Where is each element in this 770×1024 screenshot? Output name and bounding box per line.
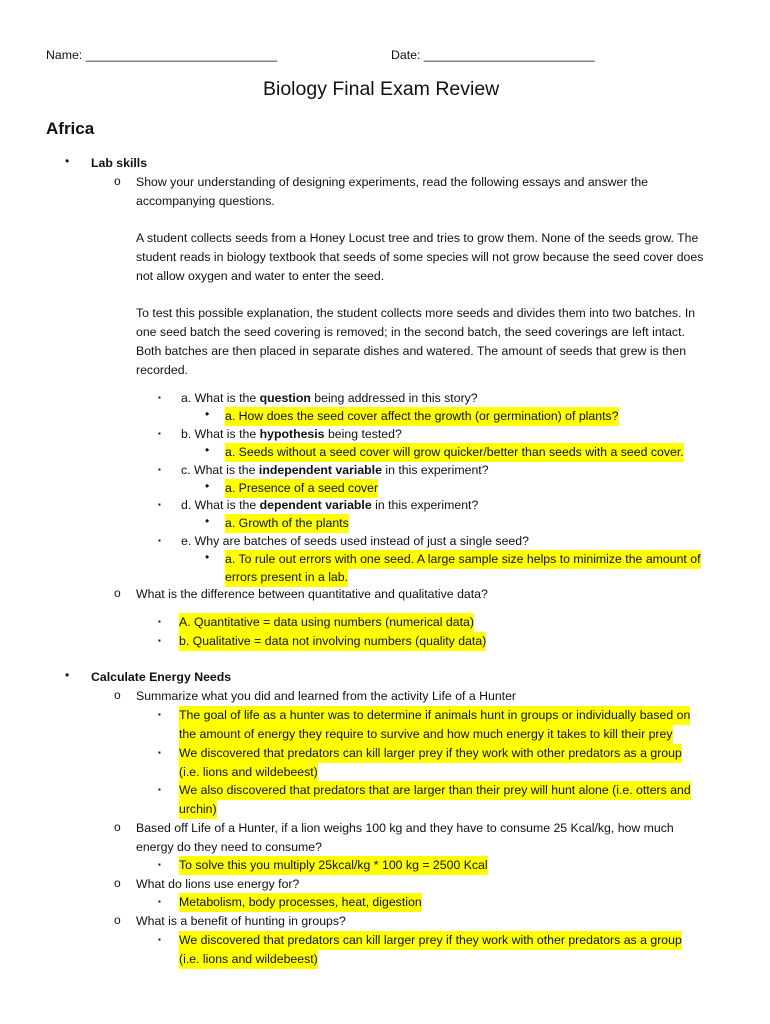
energy-answer-3-line: We also discovered that predators that are larger than their prey will hunt alone (i.e. otters and — [179, 781, 691, 800]
para1-line: A student collects seeds from a Honey Locust tree and tries to grow them. None of the seeds grow. The — [136, 231, 699, 245]
question-data-types: What is the difference between quantitative and qualitative data? — [136, 587, 488, 601]
lab-intro-line: Show your understanding of designing experiments, read the following essays and answer the — [136, 175, 648, 189]
page-title: Biology Final Exam Review — [263, 78, 500, 100]
bullet-circle-icon: o — [114, 876, 121, 890]
bullet-square-icon: ▪ — [158, 710, 161, 719]
para1-line: student reads in biology textbook that seeds of some species will not grow because the seed cover does — [136, 250, 704, 264]
lab-skills-heading: Lab skills — [91, 156, 148, 170]
lab-intro-line: accompanying questions. — [136, 194, 275, 208]
bullet-square-icon: ▪ — [158, 897, 161, 906]
section-heading: Africa — [46, 119, 95, 138]
energy-answer-calc: To solve this you multiply 25kcal/kg * 100 kg = 2500 Kcal — [179, 856, 488, 875]
bullet-dot-icon: • — [205, 550, 210, 564]
bullet-square-icon: ▪ — [158, 748, 161, 757]
bullet-dot-icon: • — [205, 443, 210, 457]
bullet-square-icon: ▪ — [158, 465, 161, 474]
answer-d: a. Growth of the plants — [225, 514, 349, 533]
energy-answer-1-line: the amount of energy they require to survive and how much energy it takes to kill their prey — [179, 725, 673, 744]
answer-c: a. Presence of a seed cover — [225, 479, 378, 498]
energy-answer-3: Metabolism, body processes, heat, digestion — [179, 893, 422, 912]
bullet-square-icon: ▪ — [158, 429, 161, 438]
bullet-dot-icon: • — [205, 479, 210, 493]
bullet-dot-icon: • — [65, 154, 70, 168]
energy-answer-1-line: The goal of life as a hunter was to determine if animals hunt in groups or individually based on — [179, 706, 690, 725]
bullet-dot-icon: • — [205, 407, 210, 421]
bullet-circle-icon: o — [114, 174, 121, 188]
bullet-circle-icon: o — [114, 688, 121, 702]
bullet-square-icon: ▪ — [158, 935, 161, 944]
bullet-square-icon: ▪ — [158, 785, 161, 794]
para1-line: not allow oxygen and water to enter the seed. — [136, 269, 385, 283]
bullet-circle-icon: o — [114, 586, 121, 600]
question-e: e. Why are batches of seeds used instead of just a single seed? — [181, 534, 529, 548]
bullet-square-icon: ▪ — [158, 617, 161, 626]
energy-question-2-line: energy do they need to consume? — [136, 840, 322, 854]
answer-qualitative: b. Qualitative = data not involving numbers (quality data) — [179, 632, 486, 651]
energy-answer-4-line: (i.e. lions and wildebeest) — [179, 950, 318, 969]
bullet-dot-icon: • — [205, 514, 210, 528]
question-a: a. What is the question being addressed in this story? — [181, 391, 478, 405]
bullet-square-icon: ▪ — [158, 536, 161, 545]
bullet-square-icon: ▪ — [158, 636, 161, 645]
bullet-square-icon: ▪ — [158, 393, 161, 402]
energy-answer-2-line: We discovered that predators can kill larger prey if they work with other predators as a group — [179, 744, 682, 763]
para2-line: recorded. — [136, 363, 188, 377]
answer-e-line: errors present in a lab. — [225, 568, 348, 587]
bullet-dot-icon: • — [65, 668, 70, 682]
energy-answer-2-line: (i.e. lions and wildebeest) — [179, 763, 318, 782]
energy-question-3: What do lions use energy for? — [136, 877, 300, 891]
energy-answer-4-line: We discovered that predators can kill larger prey if they work with other predators as a group — [179, 931, 682, 950]
bullet-square-icon: ▪ — [158, 860, 161, 869]
energy-question-2-line: Based off Life of a Hunter, if a lion weighs 100 kg and they have to consume 25 Kcal/kg, how much — [136, 821, 674, 835]
question-d: d. What is the dependent variable in this experiment? — [181, 498, 479, 512]
answer-quantitative: A. Quantitative = data using numbers (numerical data) — [179, 613, 474, 632]
answer-a: a. How does the seed cover affect the growth (or germination) of plants? — [225, 407, 619, 426]
energy-answer-3-line: urchin) — [179, 800, 217, 819]
name-field-label: Name: ____________________________ — [46, 48, 278, 62]
energy-heading: Calculate Energy Needs — [91, 670, 232, 684]
energy-question-4: What is a benefit of hunting in groups? — [136, 914, 346, 928]
bullet-circle-icon: o — [114, 820, 121, 834]
para2-line: To test this possible explanation, the student collects more seeds and divides them into two batches. In — [136, 306, 696, 320]
question-c: c. What is the independent variable in this experiment? — [181, 463, 489, 477]
para2-line: one seed batch the seed covering is removed; in the second batch, the seed coverings are left intact. — [136, 325, 685, 339]
energy-question-1: Summarize what you did and learned from the activity Life of a Hunter — [136, 689, 517, 703]
answer-b: a. Seeds without a seed cover will grow quicker/better than seeds with a seed cover. — [225, 443, 684, 462]
bullet-square-icon: ▪ — [158, 500, 161, 509]
question-b: b. What is the hypothesis being tested? — [181, 427, 402, 441]
date-field-label: Date: _________________________ — [391, 48, 595, 62]
para2-line: Both batches are then placed in separate dishes and watered. The amount of seeds that grew is then — [136, 344, 687, 358]
bullet-circle-icon: o — [114, 913, 121, 927]
answer-e-line: a. To rule out errors with one seed. A large sample size helps to minimize the amount of — [225, 550, 701, 569]
